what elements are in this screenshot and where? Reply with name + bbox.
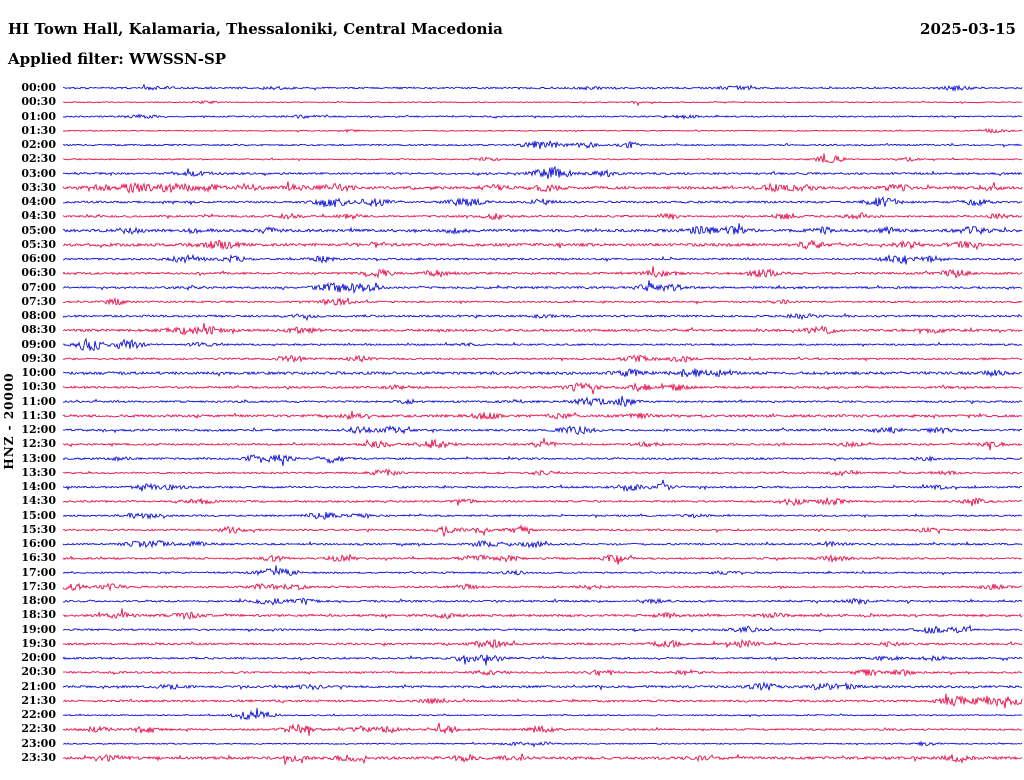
trace-waveform-0230 — [63, 153, 1022, 162]
trace-time-label-0730: 07:30 — [21, 294, 56, 308]
trace-waveform-2230 — [63, 723, 1022, 736]
trace-time-label-1430: 14:30 — [21, 494, 56, 508]
trace-waveform-1000 — [63, 369, 1022, 377]
trace-waveform-1900 — [63, 626, 1022, 633]
trace-time-label-0030: 00:30 — [21, 95, 56, 109]
trace-time-label-0500: 05:00 — [21, 223, 56, 237]
trace-waveform-1530 — [63, 526, 1022, 536]
trace-waveform-0400 — [63, 197, 1022, 207]
trace-time-label-0200: 02:00 — [21, 138, 56, 152]
trace-time-label-0530: 05:30 — [21, 237, 56, 251]
trace-time-label-2100: 21:00 — [21, 679, 56, 693]
trace-waveform-1830 — [63, 608, 1022, 619]
trace-waveform-1630 — [63, 555, 1022, 565]
trace-waveform-1930 — [63, 640, 1022, 648]
trace-time-label-1200: 12:00 — [21, 423, 56, 437]
trace-time-label-1730: 17:30 — [21, 579, 56, 593]
trace-time-label-2300: 23:00 — [21, 736, 56, 750]
trace-waveform-1700 — [63, 565, 1022, 575]
trace-waveform-2030 — [63, 669, 1022, 676]
trace-time-label-1030: 10:30 — [21, 380, 56, 394]
trace-waveform-1600 — [63, 541, 1022, 548]
trace-time-label-0400: 04:00 — [21, 195, 56, 209]
trace-waveform-0000 — [63, 85, 1022, 91]
trace-time-label-0600: 06:00 — [21, 252, 56, 266]
trace-waveform-0700 — [63, 280, 1022, 292]
trace-time-label-1600: 16:00 — [21, 537, 56, 551]
trace-time-label-2200: 22:00 — [21, 708, 56, 722]
trace-waveform-1430 — [63, 498, 1022, 507]
trace-waveform-1800 — [63, 598, 1022, 605]
trace-time-label-1500: 15:00 — [21, 508, 56, 522]
trace-waveform-0530 — [63, 241, 1022, 250]
trace-waveform-0730 — [63, 298, 1022, 305]
trace-time-label-2030: 20:30 — [21, 665, 56, 679]
trace-time-label-0100: 01:00 — [21, 109, 56, 123]
trace-time-label-1130: 11:30 — [21, 408, 56, 422]
trace-time-label-0130: 01:30 — [21, 123, 56, 137]
trace-waveform-1300 — [63, 455, 1022, 466]
trace-waveform-1500 — [63, 512, 1022, 519]
trace-time-label-1800: 18:00 — [21, 594, 56, 608]
trace-waveform-1130 — [63, 411, 1022, 419]
trace-waveform-0330 — [63, 182, 1022, 193]
date-label: 2025-03-15 — [920, 20, 1016, 38]
trace-time-label-0930: 09:30 — [21, 351, 56, 365]
trace-waveform-1730 — [63, 584, 1022, 591]
trace-time-label-1330: 13:30 — [21, 465, 56, 479]
trace-time-label-0430: 04:30 — [21, 209, 56, 223]
trace-waveform-2300 — [63, 742, 1022, 747]
trace-waveform-2200 — [63, 708, 1022, 719]
trace-time-label-0630: 06:30 — [21, 266, 56, 280]
trace-waveform-1030 — [63, 383, 1022, 394]
trace-time-label-0000: 00:00 — [21, 81, 56, 94]
trace-time-label-1630: 16:30 — [21, 551, 56, 565]
trace-waveform-0900 — [63, 339, 1022, 351]
trace-waveform-0130 — [63, 129, 1022, 133]
trace-time-label-0300: 03:00 — [21, 166, 56, 180]
trace-time-label-0800: 08:00 — [21, 309, 56, 323]
trace-waveform-0430 — [63, 213, 1022, 220]
trace-time-label-1400: 14:00 — [21, 480, 56, 494]
trace-waveform-0500 — [63, 223, 1022, 234]
trace-time-label-0330: 03:30 — [21, 180, 56, 194]
applied-filter-label: Applied filter: WWSSN-SP — [8, 50, 227, 68]
trace-time-label-0900: 09:00 — [21, 337, 56, 351]
trace-waveform-1330 — [63, 470, 1022, 476]
trace-waveform-1230 — [63, 438, 1022, 450]
trace-time-label-1930: 19:30 — [21, 636, 56, 650]
trace-time-label-0700: 07:00 — [21, 280, 56, 294]
trace-time-label-1000: 10:00 — [21, 366, 56, 380]
trace-time-label-1830: 18:30 — [21, 608, 56, 622]
trace-waveform-2130 — [63, 694, 1022, 709]
trace-time-label-1900: 19:00 — [21, 622, 56, 636]
trace-waveform-0830 — [63, 323, 1022, 334]
trace-waveform-2000 — [63, 655, 1022, 666]
trace-waveform-0630 — [63, 266, 1022, 278]
trace-time-label-1300: 13:00 — [21, 451, 56, 465]
page-title: HI Town Hall, Kalamaria, Thessaloniki, Central Macedonia — [8, 20, 503, 38]
trace-waveform-0800 — [63, 314, 1022, 320]
trace-waveform-0030 — [63, 101, 1022, 105]
trace-time-label-2130: 21:30 — [21, 693, 56, 707]
trace-waveform-1200 — [63, 426, 1022, 434]
trace-time-label-1530: 15:30 — [21, 522, 56, 536]
channel-scale-label: HNZ - 20000 — [2, 372, 16, 470]
trace-waveform-1100 — [63, 396, 1022, 406]
trace-waveform-0100 — [63, 115, 1022, 119]
trace-waveform-2330 — [63, 754, 1022, 765]
trace-waveform-0930 — [63, 355, 1022, 362]
trace-time-label-0230: 02:30 — [21, 152, 56, 166]
trace-time-label-2330: 23:30 — [21, 750, 56, 764]
trace-time-label-0830: 08:30 — [21, 323, 56, 337]
trace-time-label-1700: 17:00 — [21, 565, 56, 579]
trace-time-label-1100: 11:00 — [21, 394, 56, 408]
trace-waveform-0300 — [63, 167, 1022, 179]
trace-time-label-2230: 22:30 — [21, 722, 56, 736]
trace-waveform-0600 — [63, 255, 1022, 264]
trace-waveform-1400 — [63, 480, 1022, 491]
trace-time-label-2000: 20:00 — [21, 651, 56, 665]
trace-waveform-2100 — [63, 683, 1022, 690]
trace-time-label-1230: 12:30 — [21, 437, 56, 451]
trace-waveform-0200 — [63, 141, 1022, 149]
